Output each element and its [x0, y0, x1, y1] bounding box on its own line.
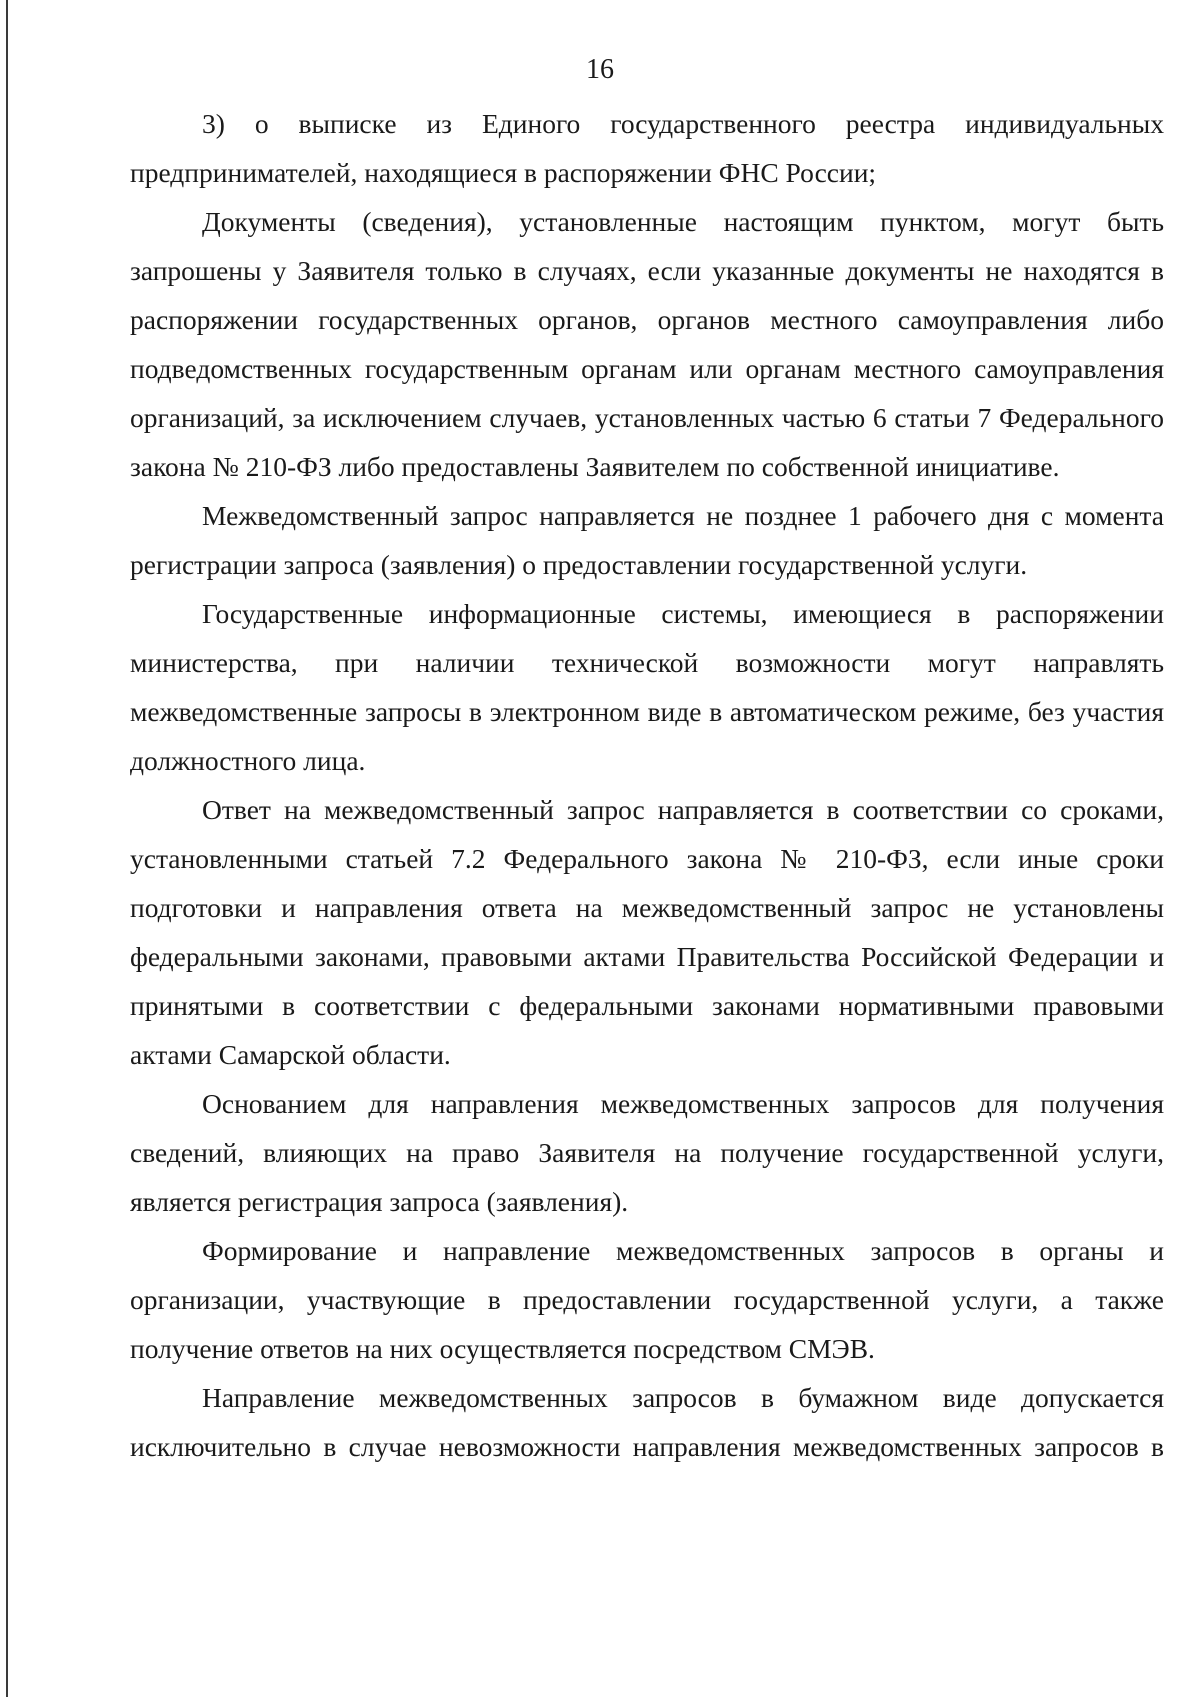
paragraph-request-basis: Основанием для направления межведомственных запросов для получения сведений, влияющих на право Заявителя на получение государственной услуги, является регистрация запроса (заявления). [130, 1088, 1164, 1217]
paragraph-smev: Формирование и направление межведомственных запросов в органы и организации, участвующие в предоставлении государственной услуги, а также получение ответов на них осуществляется посредством СМЭВ. [130, 1235, 1164, 1364]
paragraph-paper-requests: Направление межведомственных запросов в бумажном виде допускается исключительно в случае невозможности направления межведомственных запросов в [130, 1382, 1164, 1462]
document-body [130, 99, 1164, 1471]
scan-edge-line [6, 0, 8, 1697]
paragraph-documents-request: Документы (сведения), установленные настоящим пунктом, могут быть запрошены у Заявителя только в случаях, если указанные документы не находятся в распоряжении государственных органов, органов местного самоуправления либо подведомственных государственным органам или органам местного самоуправления организаций, за исключением случаев, установленных частью 6 статьи 7 Федерального закона № 210-ФЗ либо предоставлены Заявителем по собственной инициативе. [130, 206, 1164, 482]
page-number: 16 [586, 54, 614, 85]
paragraph-egrip-extract: 3) о выписке из Единого государственного реестра индивидуальных предпринимателей, находящиеся в распоряжении ФНС России; [130, 108, 1164, 188]
paragraph-request-deadline: Межведомственный запрос направляется не позднее 1 рабочего дня с момента регистрации запроса (заявления) о предоставлении государственной услуги. [130, 500, 1164, 580]
paragraph-response-terms: Ответ на межведомственный запрос направляется в соответствии со сроками, установленными статьей 7.2 Федерального закона № 210-ФЗ, если иные сроки подготовки и направления ответа на межведомственный запрос не установлены федеральными законами, правовыми актами Правительства Российской Федерации и принятыми в соответствии с федеральными законами нормативными правовыми актами Самарской области. [130, 794, 1164, 1070]
paragraph-information-systems: Государственные информационные системы, имеющиеся в распоряжении министерства, при наличии технической возможности могут направлять межведомственные запросы в электронном виде в автоматическом режиме, без участия должностного лица. [130, 598, 1164, 776]
